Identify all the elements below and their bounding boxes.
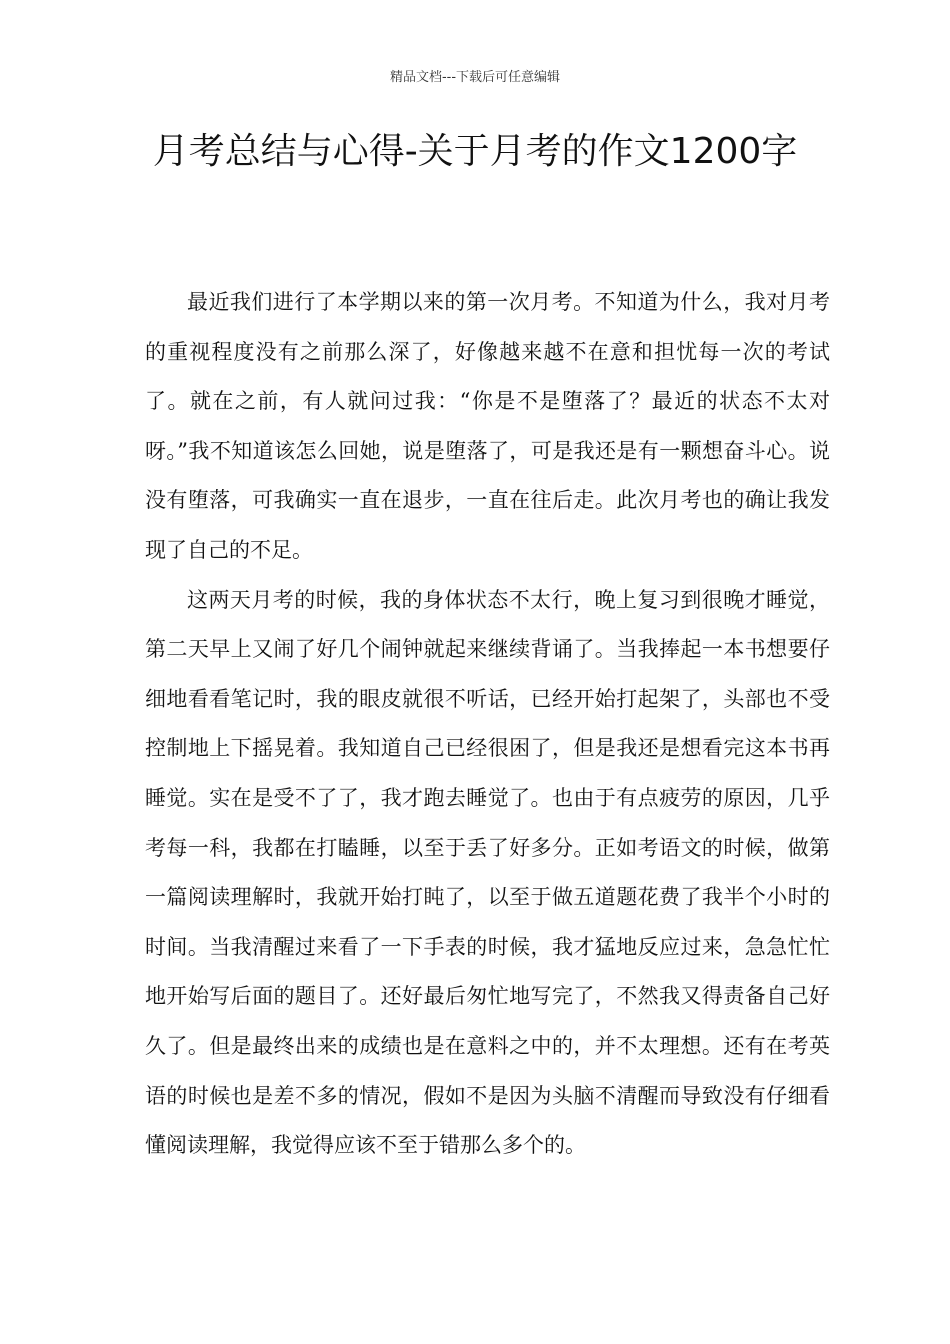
paragraph: 这两天月考的时候，我的身体状态不太行，晚上复习到很晚才睡觉，第二天早上又闹了好几个闹钟就起来继续背诵了。当我捧起一本书想要仔细地看看笔记时，我的眼皮就很不听话，已经开始打起架了，头部也不受控制地上下摇晃着。我知道自己已经很困了，但是我还是想看完这本书再睡觉。实在是受不了了，我才跑去睡觉了。也由于有点疲劳的原因，几乎考每一科，我都在打瞌睡，以至于丢了好多分。正如考语文的时候，做第一篇阅读理解时，我就开始打盹了，以至于做五道题花费了我半个小时的时间。当我清醒过来看了一下手表的时候，我才猛地反应过来，急急忙忙地开始写后面的题目了。还好最后匆忙地写完了，不然我又得责备自己好久了。但是最终出来的成绩也是在意料之中的，并不太理想。还有在考英语的时候也是差不多的情况，假如不是因为头脑不清醒而导致没有仔细看懂阅读理解，我觉得应该不至于错那么多个的。: [145, 587, 830, 1158]
paragraph: 最近我们进行了本学期以来的第一次月考。不知道为什么，我对月考的重视程度没有之前那么深了，好像越来越不在意和担忧每一次的考试了。就在之前，有人就问过我：“你是不是堕落了？最近的状态不太对呀。”我不知道该怎么回她，说是堕落了，可是我还是有一颗想奋斗心。说没有堕落，可我确实一直在退步，一直在往后走。此次月考也的确让我发现了自己的不足。: [145, 290, 830, 562]
document-body: [145, 278, 830, 1171]
document-title: 月考总结与心得-关于月考的作文1200字: [152, 131, 798, 172]
page-header: 精品文档---下载后可任意编辑: [389, 70, 561, 85]
